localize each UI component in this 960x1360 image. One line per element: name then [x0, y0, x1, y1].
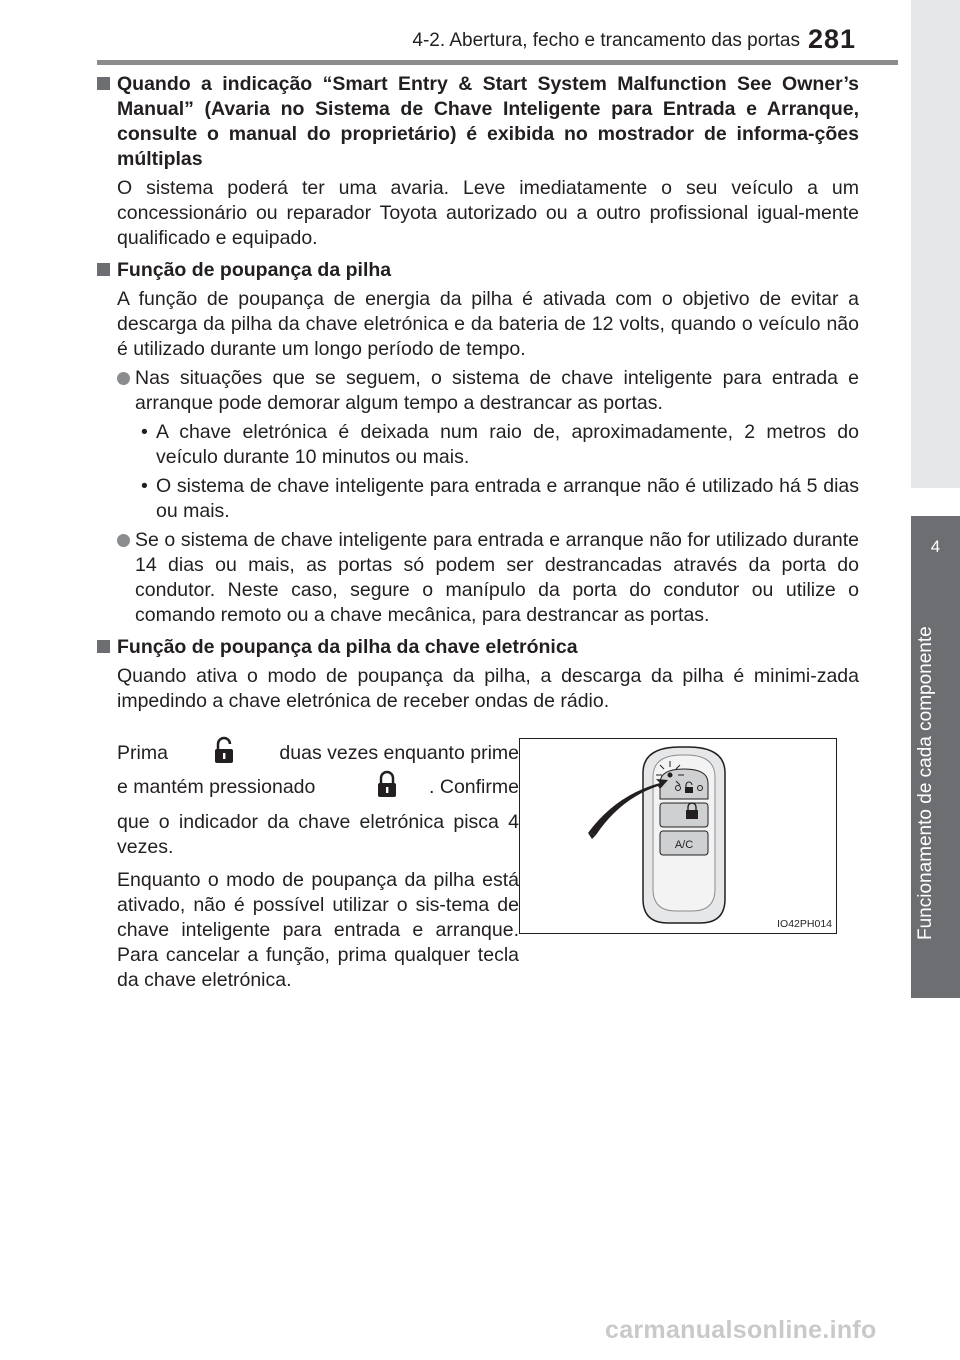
- header-divider: [97, 60, 898, 65]
- section-heading: Função de poupança da pilha: [97, 258, 859, 283]
- section-heading: Quando a indicação “Smart Entry & Start System Malfunction See Owner’s Manual” (Avaria no Sistema de Chave Inteligente para Entrada e Arranque, consulte o manual do proprietário) é exibida no mostrador de informa-ções múltiplas: [97, 72, 859, 172]
- unlock-icon: [213, 736, 235, 771]
- section-body: O sistema poderá ter uma avaria. Leve imediatamente o seu veículo a um concessionário ou reparador Toyota autorizado ou a outro profissional igual-mente qualificado e equipado.: [117, 177, 859, 249]
- sub-bullet-marker: •: [141, 421, 148, 443]
- instruction-text: Prima duas vezes enquanto prime e mantém pressionado . Confirme que o indicador da chave eletrónica pisca 4 vezes. Enquanto o modo de poupança da pilha está ativado, não é possível utilizar o sis-tema de chave inteligente para entrada e arranque. Para cancelar a função, prima qualquer tecla da chave eletrónica.: [117, 738, 519, 1001]
- figure-code: IO42PH014: [777, 918, 832, 930]
- sub-list-item: • O sistema de chave inteligente para entrada e arranque não é utilizado há 5 dias ou mais.: [141, 475, 859, 522]
- gray-square-icon: [97, 77, 110, 90]
- page-number: 281: [808, 24, 857, 54]
- ac-button-label: A/C: [674, 839, 694, 851]
- gray-circle-icon: [117, 372, 130, 385]
- section-heading: Função de poupança da pilha da chave eletrónica: [97, 635, 859, 660]
- electronic-key-icon: [520, 739, 836, 933]
- side-tab-upper-band: [911, 0, 960, 488]
- note-text: Enquanto o modo de poupança da pilha está ativado, não é possível utilizar o sis-tema de chave inteligente para entrada e arranque. Para cancelar a função, prima qualquer tecla da chave eletrónica.: [117, 869, 519, 991]
- section-body: A função de poupança de energia da pilha é ativada com o objetivo de evitar a descarga da pilha da chave eletrónica e da bateria de 12 volts, quando o veículo não é utilizado durante um longo período de tempo.: [117, 288, 859, 360]
- gray-square-icon: [97, 263, 110, 276]
- lock-icon: [376, 770, 398, 805]
- gray-square-icon: [97, 640, 110, 653]
- watermark-text: carmanualsonline.info: [605, 1316, 877, 1344]
- page-header-title: 4-2. Abertura, fecho e trancamento das portas: [412, 30, 800, 51]
- instruction-block: [117, 738, 837, 1018]
- main-content: [97, 72, 859, 714]
- list-item: Nas situações que se seguem, o sistema de chave inteligente para entrada e arranque pode demorar algum tempo a destrancar as portas.: [97, 366, 859, 416]
- section-body: Quando ativa o modo de poupança da pilha, a descarga da pilha é minimi-zada impedindo a chave eletrónica de receber ondas de rádio.: [117, 665, 859, 712]
- side-tab-chapter-number: 4: [930, 537, 941, 556]
- key-fob-illustration: [519, 738, 837, 934]
- gray-circle-icon: [117, 534, 130, 547]
- sub-list-item: • A chave eletrónica é deixada num raio de, aproximadamente, 2 metros do veículo durante 10 minutos ou mais.: [141, 421, 859, 468]
- list-item: Se o sistema de chave inteligente para entrada e arranque não for utilizado durante 14 dias ou mais, as portas só podem ser destrancadas através da porta do condutor. Neste caso, segure o manípulo da porta do condutor ou utilize o comando remoto ou a chave mecânica, para destrancar as portas.: [97, 528, 859, 628]
- side-tab-chapter-label: Funcionamento de cada componente: [915, 626, 936, 940]
- sub-bullet-marker: •: [141, 475, 148, 497]
